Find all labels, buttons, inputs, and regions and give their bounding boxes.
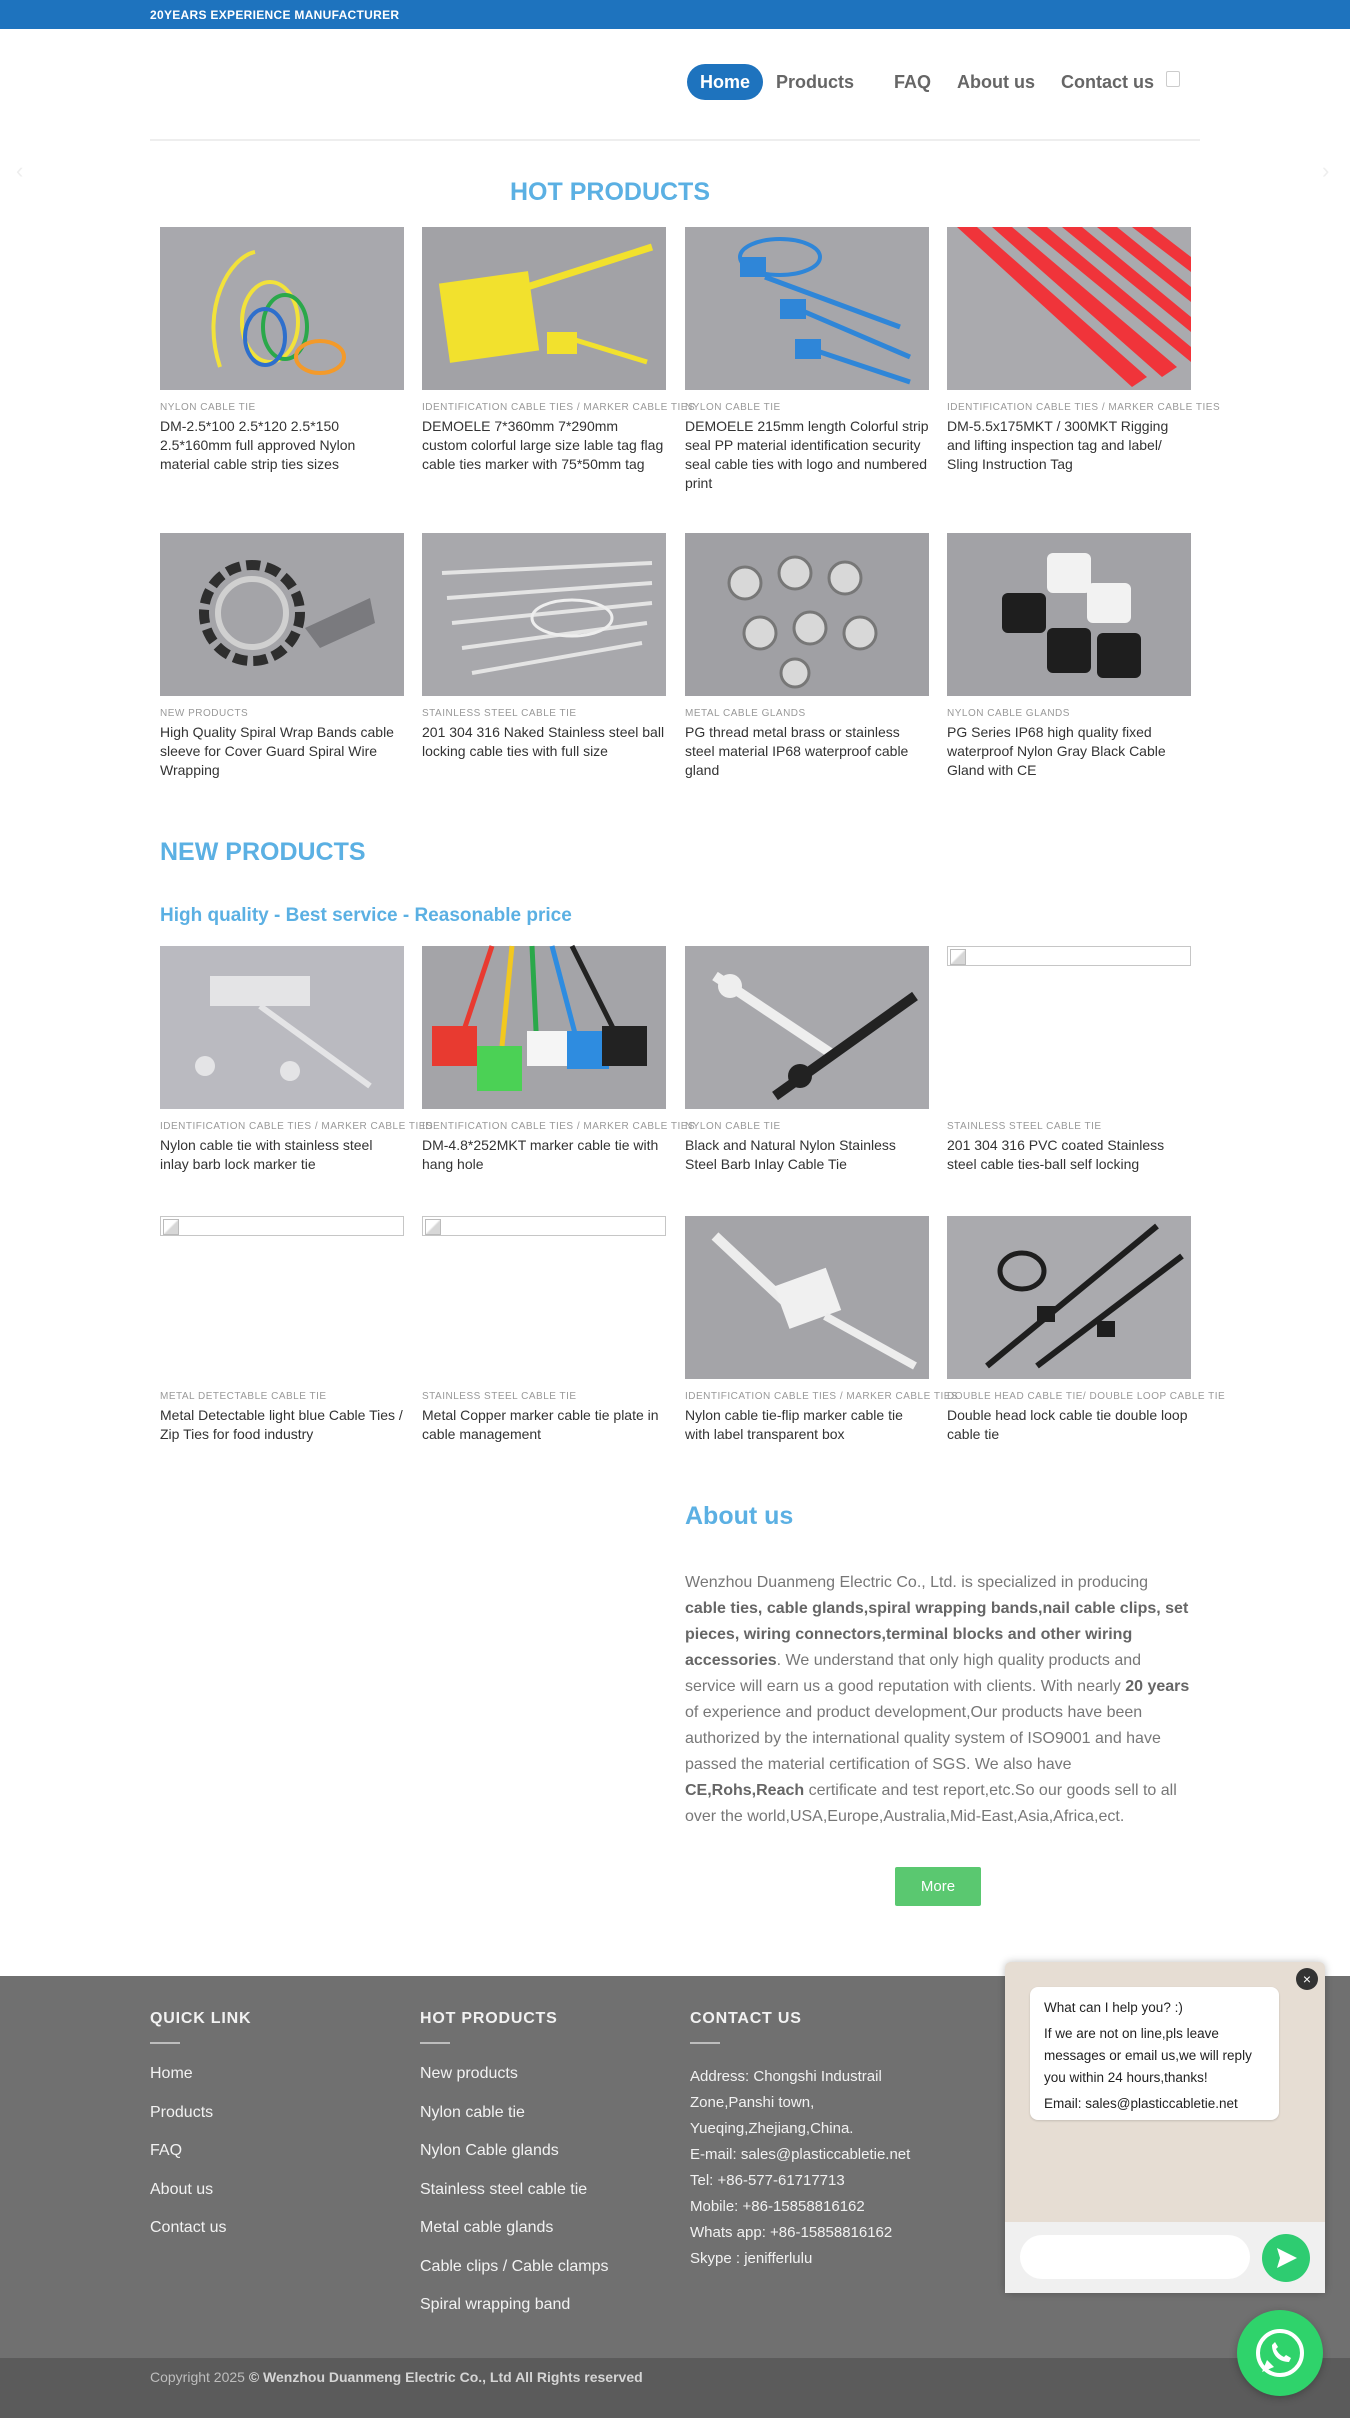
- footer-heading: HOT PRODUCTS: [420, 2010, 558, 2027]
- product-category[interactable]: IDENTIFICATION CABLE TIES / MARKER CABLE TIES: [160, 1121, 434, 1132]
- contact-tel: Tel: +86-577-61717713: [690, 2172, 845, 2189]
- footer-link-cable-clips[interactable]: Cable clips / Cable clamps: [420, 2257, 609, 2275]
- footer-link-contact-us[interactable]: Contact us: [150, 2219, 227, 2236]
- product-card[interactable]: [422, 946, 696, 1174]
- product-card[interactable]: [160, 946, 434, 1174]
- product-category[interactable]: NYLON CABLE TIE: [160, 402, 256, 413]
- topbar-tagline: 20YEARS EXPERIENCE MANUFACTURER: [150, 8, 400, 22]
- product-image[interactable]: [160, 946, 404, 1109]
- new-products-subtitle: High quality - Best service - Reasonable price: [160, 905, 572, 926]
- footer-link-spiral-wrapping-band[interactable]: Spiral wrapping band: [420, 2296, 571, 2313]
- product-title[interactable]: DM-4.8*252MKT marker cable tie with hang hole: [422, 1137, 659, 1172]
- slider-prev-icon[interactable]: ‹: [16, 158, 24, 183]
- footer-divider: [150, 2042, 180, 2044]
- product-title[interactable]: DEMOELE 7*360mm 7*290mm custom colorful large size lable tag flag cable ties marker with 75*50mm tag: [422, 418, 664, 472]
- top-bar: [0, 0, 1350, 29]
- footer-quick-links: [150, 2010, 251, 2257]
- header-divider: [150, 139, 1200, 141]
- product-image-broken[interactable]: [422, 1216, 666, 1236]
- chat-input[interactable]: [1020, 2235, 1250, 2279]
- send-icon: [1262, 2234, 1310, 2282]
- product-title[interactable]: Metal Copper marker cable tie plate in cable management: [422, 1407, 659, 1442]
- product-title[interactable]: PG Series IP68 high quality fixed waterproof Nylon Gray Black Cable Gland with CE: [947, 724, 1166, 778]
- about-title: About us: [685, 1502, 794, 1530]
- footer-link-about-us[interactable]: About us: [150, 2180, 214, 2198]
- footer-link-nylon-cable-tie[interactable]: Nylon cable tie: [420, 2103, 525, 2121]
- product-category[interactable]: DOUBLE HEAD CABLE TIE/ DOUBLE LOOP CABLE TIE: [947, 1391, 1226, 1402]
- product-category[interactable]: METAL CABLE GLANDS: [685, 708, 806, 719]
- footer-link-products[interactable]: Products: [150, 2103, 214, 2121]
- footer-link-home[interactable]: Home: [150, 2065, 193, 2082]
- about-text-part: certificate and test report,etc.So our goods sell to all over the world,USA,Europe,Australia,Mid-East,Asia,Africa,ect.: [685, 1782, 1177, 1825]
- footer-heading: QUICK LINK: [150, 2010, 252, 2027]
- search-icon[interactable]: [1166, 71, 1180, 87]
- about-text-part: . We understand that only high quality products and service will earn us a good reputation with clients. With nearly: [685, 1652, 1142, 1695]
- nav-about-us[interactable]: About us: [957, 72, 1036, 92]
- product-card[interactable]: [160, 227, 404, 474]
- product-image[interactable]: [947, 1216, 1191, 1379]
- footer-divider: [690, 2042, 720, 2044]
- product-title[interactable]: Black and Natural Nylon Stainless Steel Barb Inlay Cable Tie: [685, 1137, 896, 1172]
- product-category[interactable]: IDENTIFICATION CABLE TIES / MARKER CABLE TIES: [422, 1121, 696, 1132]
- contact-address: Yueqing,Zhejiang,China.: [690, 2120, 854, 2137]
- product-title[interactable]: 201 304 316 Naked Stainless steel ball locking cable ties with full size: [422, 724, 665, 759]
- chat-message: If we are not on line,pls leave messages or email us,we will reply you within 24 hours,thanks!: [1044, 2026, 1252, 2085]
- product-card[interactable]: [422, 533, 666, 761]
- product-image[interactable]: [422, 227, 666, 390]
- product-title[interactable]: DEMOELE 215mm length Colorful strip seal PP material identification security seal cable ties with logo and numbered print: [685, 418, 929, 491]
- new-products-title: NEW PRODUCTS: [160, 838, 366, 866]
- slider-next-icon[interactable]: ›: [1322, 158, 1330, 183]
- contact-mobile: Mobile: +86-15858816162: [690, 2198, 865, 2215]
- nav-products[interactable]: Products: [776, 72, 855, 92]
- nav-contact-us[interactable]: Contact us: [1061, 72, 1155, 92]
- product-image[interactable]: [160, 227, 404, 390]
- about-text: [685, 1570, 1190, 1830]
- product-title[interactable]: Nylon cable tie-flip marker cable tie with label transparent box: [685, 1407, 903, 1442]
- product-category[interactable]: METAL DETECTABLE CABLE TIE: [160, 1391, 327, 1402]
- main-nav: [687, 64, 1167, 100]
- footer-link-new-products[interactable]: New products: [420, 2065, 518, 2082]
- product-category[interactable]: IDENTIFICATION CABLE TIES / MARKER CABLE TIES: [685, 1391, 959, 1402]
- product-card[interactable]: [160, 533, 404, 780]
- product-category[interactable]: NEW PRODUCTS: [160, 708, 249, 719]
- whatsapp-icon: [1237, 2310, 1323, 2396]
- copyright-company: © Wenzhou Duanmeng Electric Co., Ltd All Rights reserved: [248, 2369, 643, 2385]
- footer-link-nylon-cable-glands[interactable]: Nylon Cable glands: [420, 2142, 559, 2159]
- hot-products-title: HOT PRODUCTS: [510, 178, 710, 206]
- product-image-broken[interactable]: [947, 946, 1191, 966]
- product-card[interactable]: [947, 227, 1221, 474]
- product-title[interactable]: DM-2.5*100 2.5*120 2.5*150 2.5*160mm full approved Nylon material cable strip ties sizes: [160, 418, 356, 472]
- product-image[interactable]: [685, 1216, 929, 1379]
- product-category[interactable]: IDENTIFICATION CABLE TIES / MARKER CABLE TIES: [422, 402, 696, 413]
- product-category[interactable]: NYLON CABLE TIE: [685, 1121, 781, 1132]
- product-category[interactable]: NYLON CABLE GLANDS: [947, 708, 1070, 719]
- product-card[interactable]: [947, 946, 1191, 1174]
- product-card[interactable]: [685, 946, 929, 1174]
- product-category[interactable]: STAINLESS STEEL CABLE TIE: [422, 1391, 577, 1402]
- product-card[interactable]: [947, 1216, 1226, 1444]
- product-card[interactable]: [685, 227, 929, 493]
- contact-whatsapp: Whats app: +86-15858816162: [690, 2224, 893, 2241]
- footer-bottom-bar: [0, 2358, 1350, 2418]
- product-image[interactable]: [422, 533, 666, 696]
- product-title[interactable]: Metal Detectable light blue Cable Ties / Zip Ties for food industry: [160, 1407, 403, 1442]
- about-text-bold: 20 years: [1125, 1678, 1190, 1695]
- contact-skype: Skype : jenifferlulu: [690, 2250, 813, 2267]
- chat-message-bubble: [1030, 1987, 1279, 2120]
- product-title[interactable]: DM-5.5x175MKT / 300MKT Rigging and lifting inspection tag and label/ Sling Instruction Tag: [947, 418, 1169, 472]
- product-category[interactable]: IDENTIFICATION CABLE TIES / MARKER CABLE TIES: [947, 402, 1221, 413]
- footer-divider: [420, 2042, 450, 2044]
- about-text-bold: cable ties, cable glands,spiral wrapping bands,nail cable clips, set pieces, wiring connectors,terminal blocks and other wiring accessories: [685, 1600, 1189, 1669]
- whatsapp-button[interactable]: [1237, 2310, 1323, 2396]
- about-text-part: of experience and product development,Our products have been authorized by the international quality system of ISO9001 and have passed the material certification of SGS. We also have: [685, 1704, 1161, 1773]
- footer-link-faq[interactable]: FAQ: [150, 2142, 183, 2159]
- product-image[interactable]: [947, 227, 1191, 390]
- product-image[interactable]: [685, 946, 929, 1109]
- product-category[interactable]: NYLON CABLE TIE: [685, 402, 781, 413]
- product-image[interactable]: [685, 227, 929, 390]
- product-card[interactable]: [422, 1216, 666, 1444]
- copyright: [150, 2369, 643, 2385]
- product-card[interactable]: [947, 533, 1191, 780]
- copyright-prefix: Copyright 2025: [150, 2369, 249, 2385]
- footer-link-metal-cable-glands[interactable]: Metal cable glands: [420, 2219, 554, 2236]
- product-title[interactable]: Nylon cable tie with stainless steel inlay barb lock marker tie: [160, 1137, 373, 1172]
- close-icon[interactable]: ×: [1296, 1968, 1318, 1990]
- product-image-broken[interactable]: [160, 1216, 404, 1236]
- product-category[interactable]: STAINLESS STEEL CABLE TIE: [947, 1121, 1102, 1132]
- product-image[interactable]: [685, 533, 929, 696]
- contact-email[interactable]: E-mail: sales@plasticcabletie.net: [690, 2146, 911, 2163]
- product-image[interactable]: [422, 946, 666, 1109]
- product-image[interactable]: [947, 533, 1191, 696]
- more-button[interactable]: More: [895, 1867, 981, 1906]
- product-title[interactable]: High Quality Spiral Wrap Bands cable sleeve for Cover Guard Spiral Wire Wrapping: [160, 724, 394, 778]
- product-card[interactable]: [160, 1216, 404, 1444]
- product-category[interactable]: STAINLESS STEEL CABLE TIE: [422, 708, 577, 719]
- chat-message: Email: sales@plasticcabletie.net: [1044, 2096, 1238, 2111]
- product-title[interactable]: 201 304 316 PVC coated Stainless steel cable ties-ball self locking: [947, 1137, 1165, 1172]
- product-title[interactable]: Double head lock cable tie double loop cable tie: [947, 1407, 1188, 1442]
- product-card[interactable]: [685, 533, 929, 780]
- chat-message: What can I help you? :): [1044, 2000, 1183, 2015]
- footer-heading: CONTACT US: [690, 2010, 802, 2027]
- nav-faq[interactable]: FAQ: [894, 72, 932, 92]
- footer-hot-products: [420, 2010, 609, 2334]
- footer-contact: [690, 2010, 910, 2272]
- about-text-bold: CE,Rohs,Reach: [685, 1782, 805, 1799]
- product-image[interactable]: [160, 533, 404, 696]
- product-card[interactable]: [422, 227, 696, 474]
- send-button[interactable]: [1262, 2234, 1310, 2282]
- product-card[interactable]: [685, 1216, 959, 1444]
- footer-link-stainless-steel-cable-tie[interactable]: Stainless steel cable tie: [420, 2180, 588, 2198]
- contact-address: Address: Chongshi Industrail: [690, 2068, 882, 2085]
- product-title[interactable]: PG thread metal brass or stainless steel material IP68 waterproof cable gland: [685, 724, 909, 778]
- contact-address: Zone,Panshi town,: [690, 2094, 815, 2111]
- nav-home[interactable]: Home: [687, 64, 763, 100]
- about-text-part: Wenzhou Duanmeng Electric Co., Ltd. is specialized in producing: [685, 1574, 1149, 1591]
